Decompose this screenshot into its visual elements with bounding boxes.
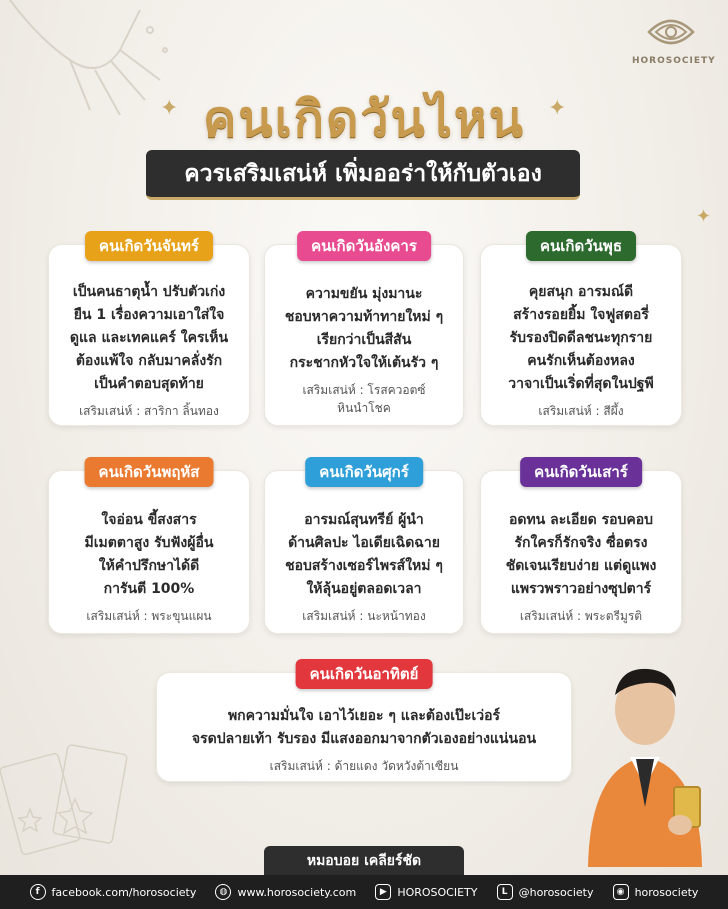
lucky-charm: เสริมเสน่ห์ : สีผึ้ง (538, 404, 624, 418)
lucky-charm: เสริมเสน่ห์ : สาริกา ลิ้นทอง (79, 404, 219, 418)
day-label: คนเกิดวันอาทิตย์ (296, 659, 433, 689)
card-sunday (156, 665, 572, 782)
facebook-icon: f (30, 884, 46, 900)
eye-logo-icon (646, 14, 696, 50)
card-description: พกความมั่นใจ เอาไว้เยอะ ๆ และต้องเป๊ะเว่อร์ จรดปลายเท้า รับรอง มีแสงออกมาจากตัวเองอย่างแน่นอน (191, 708, 537, 747)
tarot-cards-illustration (0, 729, 170, 869)
card-friday (264, 463, 464, 634)
day-label: คนเกิดวันพุธ (526, 231, 636, 261)
card-description: อดทน ละเอียด รอบคอบ รักใครก็รักจริง ซื่อตรง ชัดเจนเรียบง่าย แต่ดูแพง แพรวพราวอย่างซุปตาร์ (505, 512, 657, 597)
card-description: ความขยัน มุ่งมานะ ชอบหาความท้าทายใหม่ ๆ เรียกว่าเป็นสีสัน กระชากหัวใจให้เต้นรัว ๆ (284, 286, 444, 371)
footer-website[interactable]: ◍ www.horosociety.com (215, 884, 356, 900)
card-monday (48, 237, 250, 426)
lucky-charm: เสริมเสน่ห์ : พระขุนแผน (86, 609, 212, 623)
lucky-charm: เสริมเสน่ห์ : โรสควอตซ์ หินนำโชค (302, 383, 426, 415)
card-thursday (48, 463, 250, 634)
sparkle-icon: ✦ (548, 96, 567, 121)
sparkle-icon: ✦ (696, 206, 712, 227)
day-label: คนเกิดวันพฤหัส (85, 457, 214, 487)
presenter-name: หมอบอย เคลียร์ชัด (264, 846, 464, 876)
footer-line[interactable]: L @horosociety (497, 884, 594, 900)
day-label: คนเกิดวันเสาร์ (520, 457, 642, 487)
subheadline: ควรเสริมเสน่ห์ เพิ่มออร่าให้กับตัวเอง (146, 150, 580, 200)
card-description: เป็นคนธาตุน้ำ ปรับตัวเก่ง ยืน 1 เรื่องความเอาใส่ใจ ดูแล และเทคแคร์ ใครเห็น ต้องแพ้ใจ กลับมาคลั่งรัก เป็นคำตอบสุดท้าย (69, 284, 229, 392)
footer-instagram[interactable]: ◉ horosociety (613, 884, 699, 900)
lucky-charm: เสริมเสน่ห์ : ด้ายแดง วัดหวังต้าเซียน (269, 759, 459, 773)
footer-facebook[interactable]: f facebook.com/horosociety (30, 884, 197, 900)
globe-icon: ◍ (215, 884, 231, 900)
headline: คนเกิดวันไหน (202, 89, 525, 148)
line-icon: L (497, 884, 513, 900)
day-label: คนเกิดวันอังคาร (297, 231, 431, 261)
lucky-charm: เสริมเสน่ห์ : นะหน้าทอง (302, 609, 426, 623)
youtube-icon: ▶ (375, 884, 391, 900)
card-tuesday (264, 237, 464, 426)
card-description: คุยสนุก อารมณ์ดี สร้างรอยยิ้ม ใจฟูสตอรี่ รับรองปิดดีลชนะทุกราย คนรักเห็นต้องหลง วาจาเป็นเริ่ดที่สุดในปฐพี (508, 284, 654, 392)
instagram-icon: ◉ (613, 884, 629, 900)
day-label: คนเกิดวันจันทร์ (85, 231, 213, 261)
presenter-photo (570, 657, 720, 867)
card-saturday (480, 463, 682, 634)
footer-bar (0, 875, 728, 909)
footer-youtube[interactable]: ▶ HOROSOCIETY (375, 884, 477, 900)
card-description: อารมณ์สุนทรีย์ ผู้นำ ด้านศิลปะ ไอเดียเฉิดฉาย ชอบสร้างเซอร์ไพรส์ใหม่ ๆ ให้ลุ้นอยู่ตลอดเวลา (285, 512, 443, 597)
card-wednesday (480, 237, 682, 426)
sparkle-icon: ✦ (160, 96, 179, 121)
card-description: ใจอ่อน ขี้สงสาร มีเมตตาสูง รับฟังผู้อื่น ให้คำปรึกษาได้ดี การันตี 100% (84, 512, 214, 597)
day-label: คนเกิดวันศุกร์ (305, 457, 423, 487)
brand-name: HOROSOCIETY (632, 56, 716, 66)
lucky-charm: เสริมเสน่ห์ : พระตรีมูรติ (519, 609, 643, 623)
brand-logo (632, 14, 716, 76)
